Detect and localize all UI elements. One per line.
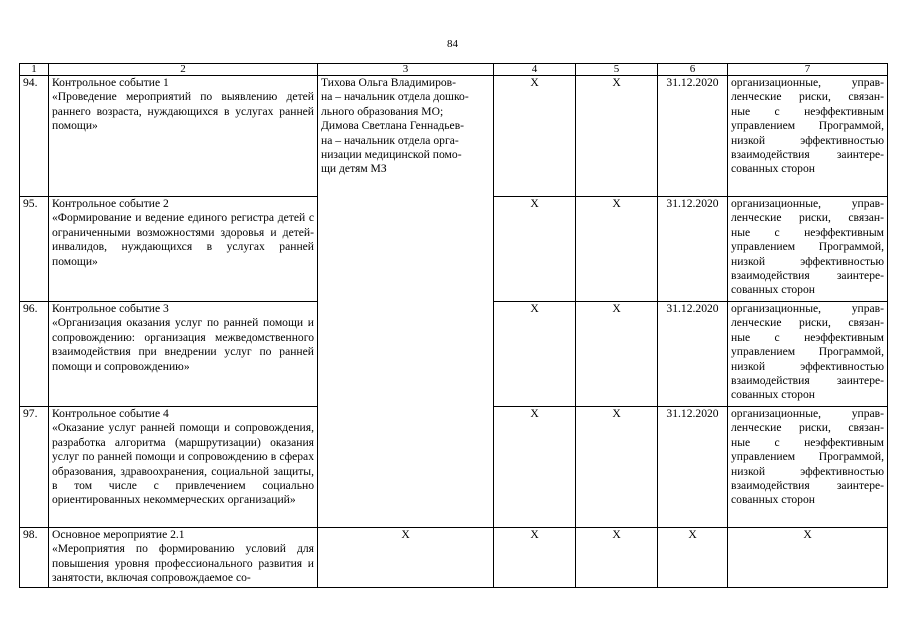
row-number: 94. [20, 76, 49, 197]
plan-table [19, 63, 888, 588]
event-cell [49, 528, 318, 588]
risk-cell [728, 76, 888, 197]
row-number: 97. [20, 407, 49, 528]
mark-cell: X [576, 197, 658, 302]
mark-cell: X [318, 528, 494, 588]
responsible-line: низации медицинской помо- [321, 148, 462, 162]
column-header: 3 [318, 64, 494, 76]
risk-line: ленческие риски, связан- [731, 421, 884, 435]
risk-cell [728, 197, 888, 302]
column-header: 5 [576, 64, 658, 76]
page-number: 84 [447, 38, 458, 50]
date-cell: 31.12.2020 [658, 302, 728, 407]
responsible-line: на – начальник отдела орга- [321, 133, 459, 147]
risk-line: ленческие риски, связан- [731, 211, 884, 225]
table-row [20, 528, 888, 588]
risk-line: взаимодействия заинтере- [731, 269, 884, 283]
event-cell [49, 197, 318, 302]
event-description: «Формирование и ведение единого регистра детей с ограниченными возможностями здоровья и детей-инвалидов, нуждающихся в услугах ранней помощи» [52, 211, 314, 268]
event-cell [49, 407, 318, 528]
event-cell [49, 76, 318, 197]
risk-line: управлением Программой, [731, 119, 884, 133]
event-description: «Организация оказания услуг по ранней помощи и сопровождению: организация межведомственного взаимодействия при внедрении услуг по ранней помощи и сопровождению» [52, 316, 314, 373]
mark-cell: X [494, 197, 576, 302]
mark-cell: X [576, 76, 658, 197]
mark-cell: X [494, 528, 576, 588]
event-title: Контрольное событие 3 [52, 302, 169, 315]
risk-cell [728, 407, 888, 528]
column-header: 2 [49, 64, 318, 76]
responsible-line: щи детям МЗ [321, 162, 387, 176]
responsible-line: Тихова Ольга Владимиров- [321, 76, 456, 89]
mark-cell: X [494, 407, 576, 528]
column-header: 6 [658, 64, 728, 76]
risk-line: управлением Программой, [731, 345, 884, 359]
date-cell: 31.12.2020 [658, 197, 728, 302]
date-cell: 31.12.2020 [658, 76, 728, 197]
responsible-cell [318, 76, 494, 528]
risk-line: низкой эффективностью [731, 359, 884, 373]
risk-line: взаимодействия заинтере- [731, 148, 884, 162]
risk-line: управлением Программой, [731, 450, 884, 464]
risk-line: ные с неэффективным [731, 104, 884, 118]
event-title: Контрольное событие 2 [52, 197, 169, 210]
mark-cell: X [728, 528, 888, 588]
row-number: 96. [20, 302, 49, 407]
risk-line: организационные, управ- [731, 407, 884, 420]
mark-cell: X [576, 528, 658, 588]
risk-line: ные с неэффективным [731, 435, 884, 449]
column-header: 7 [728, 64, 888, 76]
risk-line: низкой эффективностью [731, 254, 884, 268]
date-cell: 31.12.2020 [658, 407, 728, 528]
risk-line: управлением Программой, [731, 240, 884, 254]
event-title: Контрольное событие 4 [52, 407, 169, 420]
risk-line: сованных сторон [731, 162, 815, 176]
responsible-line: на – начальник отдела дошко- [321, 90, 469, 104]
mark-cell: X [494, 302, 576, 407]
column-number-row [20, 64, 888, 76]
risk-line: ные с неэффективным [731, 225, 884, 239]
risk-line: сованных сторон [731, 493, 815, 507]
risk-line: сованных сторон [731, 283, 815, 297]
risk-line: взаимодействия заинтере- [731, 374, 884, 388]
mark-cell: X [576, 302, 658, 407]
row-number: 95. [20, 197, 49, 302]
event-cell [49, 302, 318, 407]
risk-line: организационные, управ- [731, 76, 884, 89]
event-title: Основное мероприятие 2.1 [52, 528, 185, 541]
column-header: 4 [494, 64, 576, 76]
risk-line: ленческие риски, связан- [731, 90, 884, 104]
risk-line: низкой эффективностью [731, 464, 884, 478]
risk-line: низкой эффективностью [731, 133, 884, 147]
risk-line: взаимодействия заинтере- [731, 479, 884, 493]
column-header: 1 [20, 64, 49, 76]
mark-cell: X [658, 528, 728, 588]
risk-line: ленческие риски, связан- [731, 316, 884, 330]
mark-cell: X [576, 407, 658, 528]
risk-line: организационные, управ- [731, 197, 884, 210]
event-title: Контрольное событие 1 [52, 76, 169, 89]
mark-cell: X [494, 76, 576, 197]
responsible-line: льного образования МО; [321, 104, 444, 118]
table-row [20, 76, 888, 197]
event-description: «Мероприятия по формированию условий для повышения уровня профессионального развития и занятости, включая сопровождаемое со- [52, 542, 314, 585]
risk-cell [728, 302, 888, 407]
risk-line: организационные, управ- [731, 302, 884, 315]
risk-line: сованных сторон [731, 388, 815, 402]
event-description: «Оказание услуг ранней помощи и сопровождения, разработка алгоритма (маршрутизации) оказания услуг по ранней помощи и сопровождению в сферах образования, здравоохранения, социальной защиты, в том числе с привлечением социально ориентированных некоммерческих организаций» [52, 421, 314, 507]
responsible-line: Димова Светлана Геннадьев- [321, 119, 465, 133]
row-number: 98. [20, 528, 49, 588]
event-description: «Проведение мероприятий по выявлению детей раннего возраста, нуждающихся в услугах ранней помощи» [52, 90, 314, 133]
risk-line: ные с неэффективным [731, 330, 884, 344]
